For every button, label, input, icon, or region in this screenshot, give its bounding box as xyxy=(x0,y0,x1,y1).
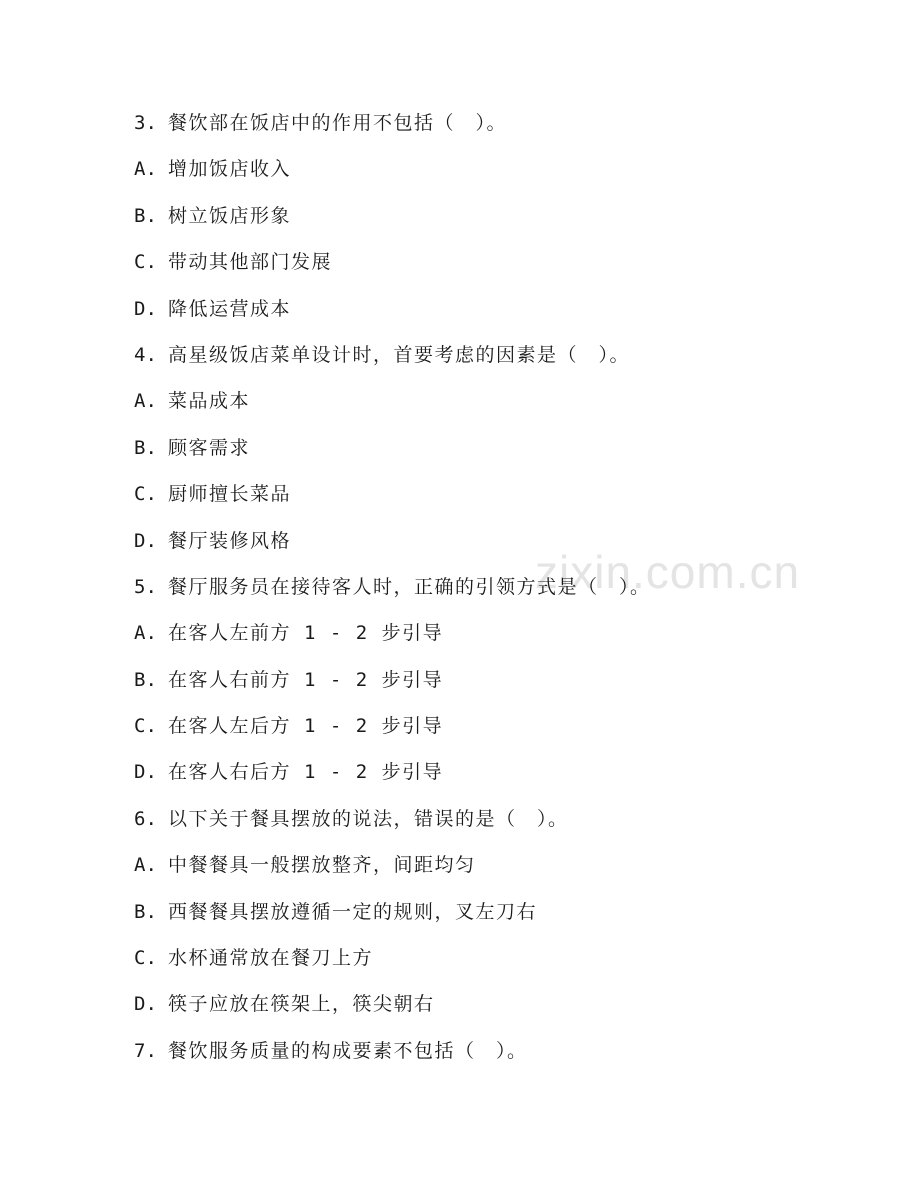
question-line xyxy=(0,802,920,848)
option-line xyxy=(0,848,920,894)
line-text: 餐厅服务员在接待客人时，正确的引领方式是（ ）。 xyxy=(168,575,651,598)
line-text: 在客人左后方 1 - 2 步引导 xyxy=(168,715,444,738)
option-line xyxy=(0,987,920,1033)
line-text: 西餐餐具摆放遵循一定的规则，叉左刀右 xyxy=(168,900,538,923)
line-text: 餐饮部在饭店中的作用不包括（ ）。 xyxy=(168,112,508,134)
option-line xyxy=(0,663,920,709)
line-text: 带动其他部门发展 xyxy=(168,251,333,274)
option-line xyxy=(0,709,920,755)
line-text: 筷子应放在筷架上，筷尖朝右 xyxy=(168,993,435,1016)
line-number: D. xyxy=(134,529,157,552)
line-number: A. xyxy=(134,622,157,645)
option-line xyxy=(0,477,920,523)
line-number: C. xyxy=(134,251,157,274)
option-line xyxy=(0,941,920,987)
question-line xyxy=(0,338,920,384)
line-text: 餐饮服务质量的构成要素不包括（ ）。 xyxy=(168,1039,528,1062)
line-number: B. xyxy=(134,436,157,459)
line-text: 菜品成本 xyxy=(168,390,251,413)
option-line xyxy=(0,152,920,198)
line-text: 降低运营成本 xyxy=(168,297,292,320)
line-number: 7. xyxy=(134,1039,157,1062)
line-number: D. xyxy=(134,761,157,784)
option-line xyxy=(0,245,920,291)
option-line xyxy=(0,755,920,801)
option-line xyxy=(0,292,920,338)
line-text: 以下关于餐具摆放的说法，错误的是（ ）。 xyxy=(168,807,569,830)
option-line xyxy=(0,524,920,570)
line-text: 高星级饭店菜单设计时，首要考虑的因素是（ ）。 xyxy=(168,343,631,366)
option-line xyxy=(0,384,920,430)
line-number: C. xyxy=(134,715,157,738)
option-line xyxy=(0,431,920,477)
line-number: B. xyxy=(134,668,157,691)
option-line xyxy=(0,199,920,245)
option-line xyxy=(0,616,920,662)
line-number: A. xyxy=(134,158,157,181)
line-number: 5. xyxy=(134,575,157,598)
watermark: zixin.com.cn xyxy=(535,546,801,598)
option-line xyxy=(0,895,920,941)
question-line xyxy=(0,1034,920,1080)
line-text: 中餐餐具一般摆放整齐，间距均匀 xyxy=(168,854,476,877)
line-number: D. xyxy=(134,297,157,320)
question-line xyxy=(0,106,920,152)
line-text: 在客人右前方 1 - 2 步引导 xyxy=(168,668,444,691)
line-number: A. xyxy=(134,854,157,877)
line-text: 树立饭店形象 xyxy=(168,204,292,227)
question-list xyxy=(0,106,920,1080)
line-number: B. xyxy=(134,204,157,227)
line-text: 增加饭店收入 xyxy=(168,158,292,181)
line-text: 在客人左前方 1 - 2 步引导 xyxy=(168,622,444,645)
line-text: 顾客需求 xyxy=(168,436,251,459)
line-text: 厨师擅长菜品 xyxy=(168,483,292,506)
line-number: 3. xyxy=(134,112,157,134)
line-number: C. xyxy=(134,483,157,506)
line-number: C. xyxy=(134,947,157,970)
line-text: 在客人右后方 1 - 2 步引导 xyxy=(168,761,444,784)
line-text: 水杯通常放在餐刀上方 xyxy=(168,947,374,970)
line-number: B. xyxy=(134,900,157,923)
line-text: 餐厅装修风格 xyxy=(168,529,292,552)
line-number: 4. xyxy=(134,343,157,366)
line-number: D. xyxy=(134,993,157,1016)
line-number: 6. xyxy=(134,807,157,830)
question-line xyxy=(0,570,920,616)
line-number: A. xyxy=(134,390,157,413)
